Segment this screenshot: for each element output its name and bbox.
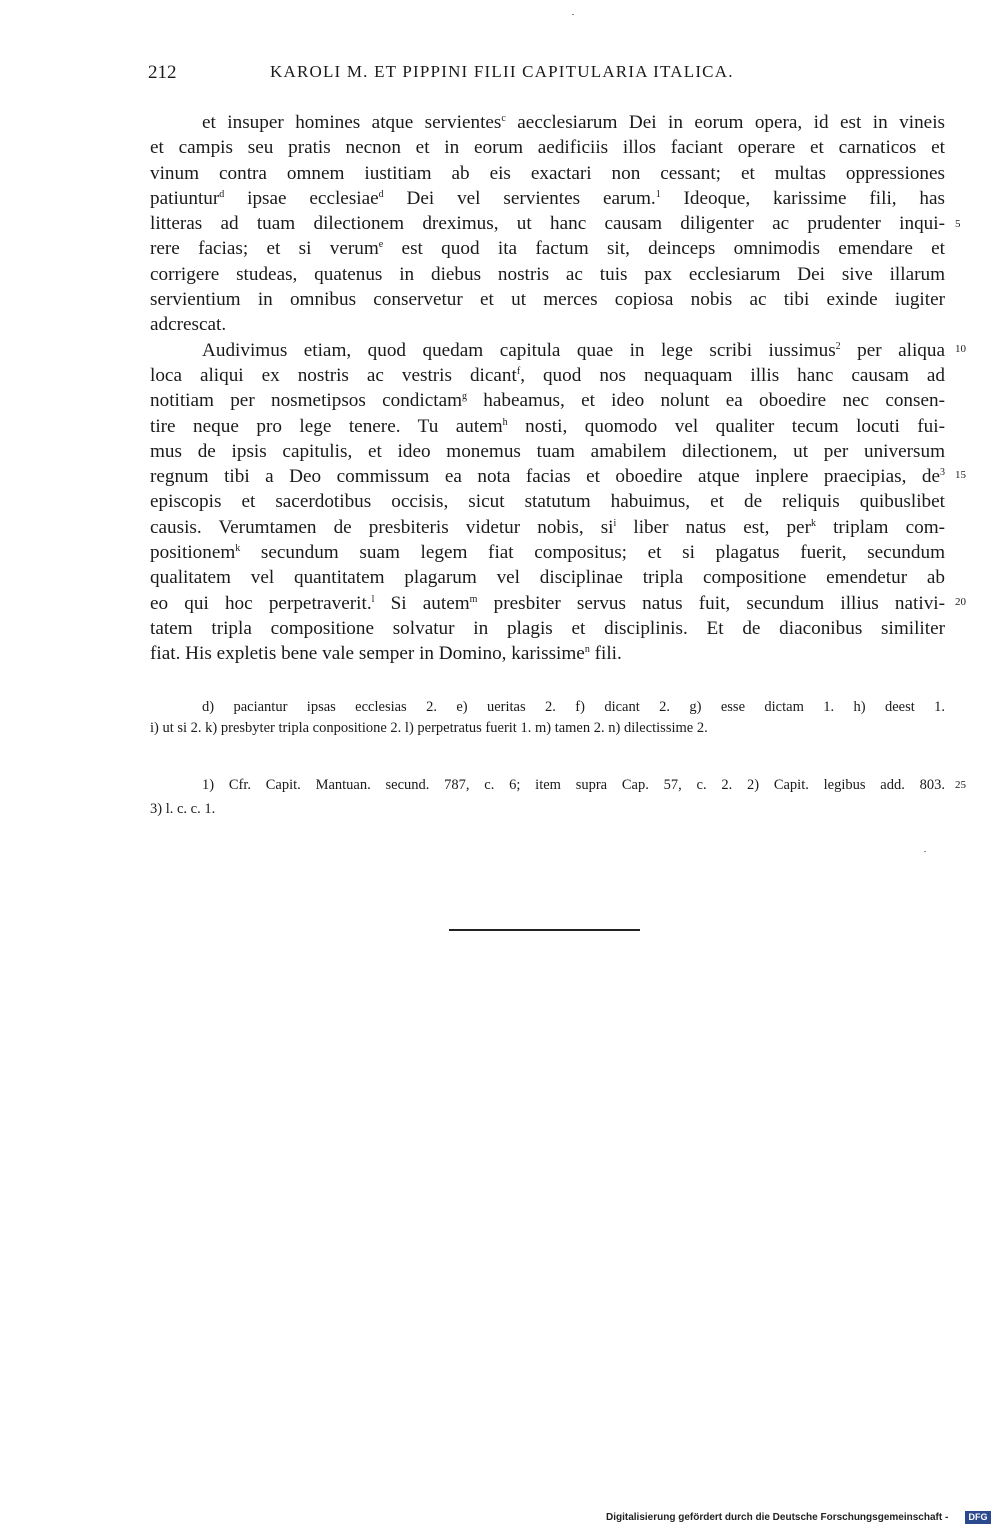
text-segment: Si autem [374, 592, 470, 614]
text-segment: qualitatem vel quantitatem plagarum vel disciplinae tripla compositione emendetur ab [150, 567, 945, 589]
text-segment: eo qui hoc perpetraverit. [150, 592, 372, 614]
margin-line-number-20: 20 [955, 596, 966, 608]
footnote-marker: c [501, 113, 506, 124]
text-segment: tire neque pro lege tenere. Tu autem [150, 415, 503, 437]
text-line [150, 312, 945, 337]
text-segment: vinum contra omnem iustitiam ab eis exactari non cessant; et multas oppressiones [150, 162, 945, 184]
text-segment: corrigere studeas, quatenus in diebus nostris ac tuis pax ecclesiarum Dei sive illarum [150, 263, 945, 285]
text-segment: per aliqua [840, 339, 945, 361]
text-segment: triplam com- [815, 516, 946, 538]
text-segment: liber natus est, per [616, 516, 811, 538]
text-segment: fiat. His expletis bene vale semper in Domino, karissime [150, 643, 585, 665]
running-title: KAROLI M. ET PIPPINI FILII CAPITULARIA ITALICA. [270, 62, 734, 81]
text-segment: litteras ad tuam dilectionem dreximus, ut hanc causam diligenter ac prudenter inqui- [150, 213, 945, 235]
text-line [150, 464, 945, 489]
margin-line-number-25: 25 [955, 779, 966, 791]
text-segment: servientium in omnibus conservetur et ut merces copiosa nobis ac tibi exinde iugiter [150, 289, 945, 311]
text-segment: episcopis et sacerdotibus occisis, sicut statutum habuimus, et de reliquis quibuslibet [150, 491, 945, 513]
digitization-credit: Digitalisierung gefördert durch die Deutsche Forschungsgemeinschaft - [606, 1512, 949, 1523]
footnote-marker: g [462, 391, 468, 403]
text-segment: regnum tibi a Deo commissum ea nota facias et oboedire atque inplere praecipias, de [150, 466, 940, 488]
footnote-marker: k [235, 543, 241, 555]
source-note-line: 3) l. c. c. 1. [150, 801, 216, 817]
text-segment: aecclesiarum Dei in eorum opera, id est in vineis [505, 112, 945, 133]
page-number: 212 [148, 62, 177, 83]
text-line [150, 565, 945, 590]
scan-speck [924, 851, 926, 852]
footnote-marker: e [378, 239, 384, 251]
text-segment: fili. [589, 643, 622, 665]
text-line [150, 540, 945, 565]
margin-line-number-10: 10 [955, 343, 966, 355]
text-segment: et insuper homines atque servientes [202, 112, 502, 133]
body-text [150, 110, 945, 667]
text-segment: patiuntur [150, 187, 220, 209]
margin-line-number-15: 15 [955, 469, 966, 481]
text-line [150, 287, 945, 312]
text-segment: secundum suam legem fiat compositus; et si plagatus fuerit, secundum [240, 542, 945, 564]
text-segment: et campis seu pratis necnon et in eorum aedificiis illos faciant operare et carnaticos et [150, 137, 945, 159]
critical-note-line: d) paciantur ipsas ecclesias 2. e) ueritas 2. f) dicant 2. g) esse dictam 1. h) deest 1. [202, 699, 945, 715]
text-line [150, 186, 945, 211]
text-line [150, 388, 945, 413]
footnote-marker: f [516, 365, 521, 377]
text-segment: notitiam per nosmetipsos condictam [150, 390, 463, 412]
text-line [150, 414, 945, 439]
text-segment: habeamus, et ideo nolunt ea oboedire nec consen- [467, 390, 945, 412]
text-segment: rere facias; et si verum [150, 238, 379, 260]
margin-line-number-5: 5 [955, 218, 961, 230]
footnote-marker: l [371, 593, 375, 605]
text-segment: adcrescat. [150, 314, 227, 336]
source-notes [150, 773, 945, 821]
text-segment: Ideoque, karissime fili, has [660, 187, 945, 209]
source-note-line: 1) Cfr. Capit. Mantuan. secund. 787, c. 6; item supra Cap. 57, c. 2. 2) Capit. legibus add. 803. [202, 777, 945, 793]
footnote-marker: d [378, 188, 384, 200]
text-segment: est quod ita factum sit, deinceps omnimodis emendare et [383, 238, 946, 260]
footnote-marker: 3 [940, 467, 945, 479]
footnote-marker: d [219, 188, 225, 200]
text-segment: , quod nos nequaquam illis hanc causam ad [520, 364, 945, 386]
text-line [150, 641, 945, 666]
text-segment: presbiter servus natus fuit, secundum illius nativi- [477, 592, 946, 614]
text-line [150, 262, 945, 287]
text-line [150, 363, 945, 388]
text-line [150, 135, 945, 160]
text-segment: Dei vel servientes earum. [383, 187, 656, 209]
text-segment: loca aliqui ex nostris ac vestris dicant [150, 364, 517, 386]
footnote-marker: 2 [835, 340, 841, 352]
text-line [150, 211, 945, 236]
text-segment: tatem tripla compositione solvatur in plagis et disciplinis. Et de diaconibus similiter [150, 617, 945, 639]
critical-apparatus [150, 697, 945, 739]
end-rule [449, 929, 640, 931]
scan-speck [572, 14, 574, 15]
footnote-marker: m [469, 593, 478, 605]
text-line [150, 591, 945, 616]
text-line [150, 110, 945, 135]
text-line [150, 489, 945, 514]
text-segment: Audivimus etiam, quod quedam capitula quae in lege scribi iussimus [202, 339, 836, 361]
text-segment: positionem [150, 542, 236, 564]
footnote-marker: h [502, 416, 508, 428]
text-segment: mus de ipsis capitulis, et ideo monemus tuam amabilem dilectionem, ut per universum [150, 440, 945, 462]
text-segment: nosti, quomodo vel qualiter tecum locuti fui- [507, 415, 945, 437]
text-line [150, 338, 945, 363]
footnote-marker: n [584, 644, 590, 656]
text-line [150, 515, 945, 540]
footnote-marker: i [613, 517, 617, 529]
footnote-marker: 1 [655, 188, 661, 200]
critical-note-line: i) ut si 2. k) presbyter tripla conpositione 2. l) perpetratus fuerit 1. m) tamen 2. n) dilectissime 2. [150, 720, 708, 736]
text-line [150, 236, 945, 261]
text-line [150, 161, 945, 186]
text-segment: ipsae ecclesiae [224, 187, 379, 209]
dfg-logo: DFG [965, 1511, 991, 1524]
footnote-marker: k [810, 517, 816, 529]
text-line [150, 439, 945, 464]
text-segment: causis. Verumtamen de presbiteris videtur nobis, si [150, 516, 614, 538]
text-line [150, 616, 945, 641]
